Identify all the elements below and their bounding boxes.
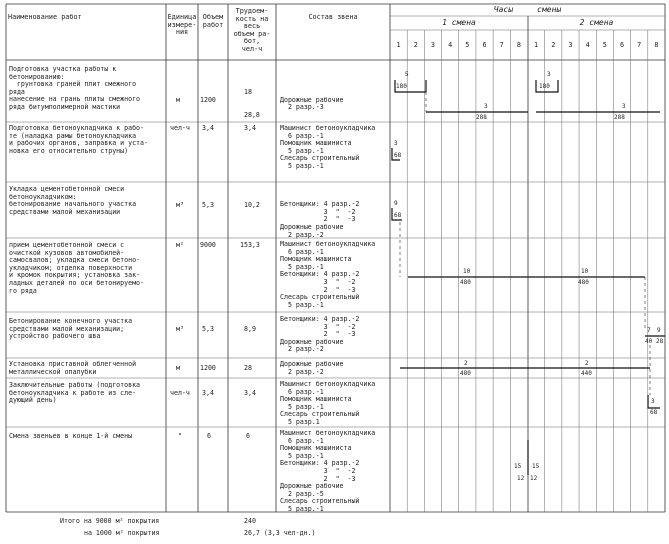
gantt-label-bottom: 68	[394, 212, 402, 219]
row-7-labor: 3,4	[244, 389, 256, 397]
row-4-name: прием цементобетонной смеси с очисткой кузовов автомобилей- самосвалов; укладка смеси бетоно- укладчиком; отделка поверхности и кромок покрытия; установка зак- ладных деталей по оси бетонируемо- го ряда	[9, 241, 144, 295]
gantt-label-bottom: 440	[581, 370, 592, 377]
col-header-hours: Часы смены	[493, 5, 562, 14]
gantt-label-bottom: 28	[656, 338, 664, 345]
shift-1-label: 1 смена	[442, 18, 476, 27]
gantt-label-top: 2	[585, 360, 589, 367]
row-7-volume: 3,4	[202, 389, 214, 397]
row-5-volume: 5,3	[202, 325, 214, 333]
hour-label: 1	[396, 41, 401, 49]
row-7-crew: Машинист бетоноукладчика 6 разр.-1 Помощник машиниста 5 разр.-1 Слесарь строительный 5 разр.1	[280, 380, 376, 426]
hour-label: 2	[413, 41, 418, 49]
gantt-label-top: 9	[394, 200, 398, 207]
col-header-labor: Трудоем- кость на весь объем ра- бот, чел-ч	[233, 7, 271, 53]
gantt-label-bottom: 68	[650, 409, 658, 416]
hour-label: 4	[448, 41, 453, 49]
total-1000-value: 26,7 (3,3 чел-дн.)	[244, 529, 316, 537]
total-1000-label: на 1000 м² покрытия	[84, 529, 160, 537]
gantt-label-bottom: 288	[614, 114, 625, 121]
row-5-crew: Бетонщики: 4 разр.-2 3 " -2 2 " -3 Дорожные рабочие 2 разр.-2	[280, 315, 360, 354]
gantt-label-top: 3	[484, 103, 488, 110]
hour-label: 3	[430, 41, 436, 49]
row-7-name: Заключительные работы (подготовка бетоноукладчика к работе из сле- дующий день)	[9, 381, 141, 405]
total-9000-value: 240	[244, 517, 256, 525]
gantt-label-bottom: 480	[460, 370, 471, 377]
hour-label: 6	[619, 41, 625, 49]
gantt-bars	[392, 80, 665, 475]
row-4-labor: 153,3	[240, 241, 260, 249]
row-2-name: Подготовка бетоноукладчика к рабо- те (наладка рамы бетоноукладчика и рабочих органов, заправка и уста- новка его относительно струны)	[9, 124, 148, 155]
gantt-label-bottom: 480	[578, 279, 589, 286]
row-6-name: Установка приставной облегченной металлической опалубки	[9, 360, 137, 376]
hour-label: 5	[465, 41, 470, 49]
row-3-volume: 5,3	[202, 201, 214, 209]
row-3-crew: Бетонщики: 4 разр.-2 3 " -2 2 " -3 Дорожные рабочие 2 разр.-2	[280, 200, 360, 239]
row-1-unit: м	[176, 96, 180, 104]
hour-label: 7	[499, 41, 504, 49]
gantt-label-top: 3	[547, 71, 551, 78]
row-3-unit: м³	[176, 201, 184, 209]
col-header-unit: Единица измере- ния	[167, 13, 197, 37]
gantt-label-top: 3	[622, 103, 626, 110]
row-1-crew: Дорожные рабочие 2 разр.-3	[280, 95, 344, 112]
row-6-labor: 28	[244, 364, 252, 372]
hour-label: 5	[602, 41, 607, 49]
gantt-label-top: 9	[657, 327, 661, 334]
row-1-volume: 1200	[200, 96, 216, 104]
gantt-label-top: 15	[532, 463, 540, 470]
row-2-unit: чел-ч	[170, 124, 190, 132]
col-header-crew: Состав звена	[308, 13, 358, 21]
row-6-unit: м	[176, 364, 180, 372]
row-1-name: Подготовка участка работы к бетонированию: грунтовка граней плит смежного ряда нанесение на грань плиты смежного ряда битумполимерной мастики	[9, 65, 141, 111]
gantt-label-top: 10	[463, 268, 471, 275]
gantt-label-bottom: 12	[530, 475, 538, 482]
row-2-volume: 3,4	[202, 124, 214, 132]
gantt-label-bottom: 288	[476, 114, 487, 121]
row-4-crew: Машинист бетоноукладчика 6 разр.-1 Помощник машиниста 5 разр.-1 Бетонщики: 4 разр.-2 3 " -2 2 " -3 Слесарь строительный 5 разр.-1	[280, 240, 376, 309]
shift-2-label: 2 смена	[579, 18, 614, 27]
row-8-unit: "	[178, 432, 182, 440]
hour-label: 3	[568, 41, 573, 49]
row-3-name: Укладка цементобетонной смеси бетоноукладчиком: бетонирование начального участка средствами малой механизации	[9, 185, 137, 216]
gantt-label-top: 10	[581, 268, 589, 275]
hour-label: 7	[637, 41, 642, 49]
gantt-label-bottom: 480	[460, 279, 471, 286]
row-6-crew: Дорожные рабочие 2 разр.-2	[280, 360, 344, 376]
hour-label: 4	[585, 41, 590, 49]
row-4-volume: 9000	[200, 241, 216, 249]
row-2-crew: Машинист бетоноукладчика 6 разр.-1 Помощник машиниста 5 разр.-1 Слесарь строительный 5 разр.-1	[280, 124, 376, 170]
hour-label: 2	[551, 41, 556, 49]
row-8-volume: 6	[207, 432, 211, 440]
row-5-unit: м³	[176, 325, 184, 333]
gantt-label-top: 3	[394, 140, 398, 147]
row-5-labor: 8,9	[244, 325, 256, 333]
gantt-label-bottom: 180	[396, 83, 407, 90]
gantt-label-top: 2	[464, 360, 468, 367]
gantt-label-bottom: 68	[394, 152, 402, 159]
gantt-label-bottom: 12	[517, 475, 525, 482]
row-4-unit: м²	[176, 241, 184, 249]
row-8-name: Смена звеньев в конце 1-й смены	[9, 432, 133, 440]
col-header-name: Наименование работ	[8, 13, 82, 21]
row-3-labor: 10,2	[244, 201, 260, 209]
col-header-volume: Объем работ	[202, 13, 224, 29]
row-5-name: Бетонирование конечного участка средствами малой механизации; устройство рабочего шва	[9, 317, 133, 341]
row-8-crew: Машинист бетоноукладчика 6 разр.-1 Помощник машиниста 5 разр.-1 Бетонщики: 4 разр.-2 3 " -2 2 " -3 Дорожные рабочие 2 разр.-5 Слесарь строительный 5 разр.-1	[280, 429, 376, 513]
gantt-label-top: 5	[405, 71, 409, 78]
gantt-label-bottom: 40	[645, 338, 653, 345]
row-2-labor: 3,4	[244, 124, 256, 132]
hour-label: 8	[654, 41, 659, 49]
gantt-label-bottom: 180	[539, 83, 550, 90]
row-6-volume: 1200	[200, 364, 216, 372]
row-1-labor: 18 28,8	[244, 88, 260, 119]
hour-label: 1	[534, 41, 539, 49]
total-9000-label: Итого на 9000 м² покрытия	[60, 517, 160, 525]
row-7-unit: чел-ч	[170, 389, 190, 397]
row-8-labor: 6	[246, 432, 250, 440]
hour-label: 8	[516, 41, 521, 49]
gantt-label-top: 3	[651, 398, 655, 405]
gantt-label-top: 7	[647, 327, 651, 334]
hour-label: 6	[482, 41, 487, 49]
gantt-label-top: 15	[514, 463, 522, 470]
